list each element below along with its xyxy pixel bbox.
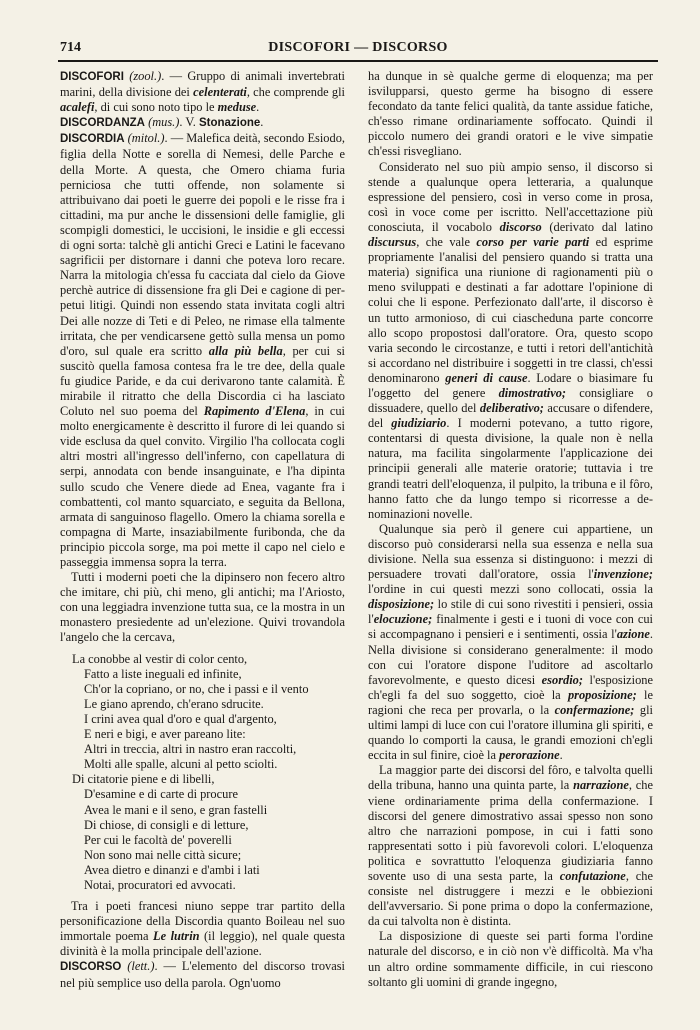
paragraph-text: Qualunque sia però il genere cui appartiene, un discorso può considerarsi nella sua essenza e nella sua divisione. Nella sua essenza si distinguono: i mezzi di persuadere trovati dall'oratore, ossia l' (368, 521, 653, 582)
term: celenterati (193, 85, 247, 100)
paragraph-text: ed esprime propriamente l'analisi del pensiero quando si tratta una materia) significa una riunione di ragionamenti più o meno sviluppati e destinati a far adottare l'opinione di colui che li espone. Perfezionato dall'arte, il discorso è un tutto armonioso, di cui ciascheduna parte concorre allo scopo propostosi dall'oratore. Ora, questo scopo varia secondo le circostanze, e tutti i retori dell'antichità si accordano nel distribuire i soggetti in tre classi, ch'essi denominarono (368, 235, 653, 385)
paragraph-text: l'ordine in cui questi mezzi sono collocati, ossia la (368, 582, 653, 597)
entry-text: . — Malefica deità, secondo Esiodo, figlia della Notte e sorella di Nemesi, delle Parche e della Morte. A questa, che Omero chiama furia perniciosa che tutti offende, non solamente si attribuivano dai poeti le guerre dei popoli e le risse fra i cittadini, ma pur anche le dissensioni delle famiglie, gli scompigli domestici, le uccisioni, le insidie e gli eccessi di ogni sorta: talchè gli antichi Greci e Latini le facevano sagrificii per distornare i danni che poteva loro recare. Narra la mitologia ch'essa fu cacciata dal cielo da Giove perchè autrice di dissensione fra gli Dei e cagione di perpetui litigi. Quindi non essendo stata invitata cogli altri Dei alle nozze di Teti e di Peleo, ne rimase ella talmente irritata, che per vendicarsene gettò sulla mensa un pomo d'oro, sul quale era scritto (60, 131, 345, 358)
term: discursus (368, 235, 417, 250)
entry-text: . — Gruppo di animali invertebrati marini, della divisione dei (60, 69, 345, 100)
paragraph (368, 160, 653, 522)
poem-line: Notai, procuratori ed avvocati. (84, 877, 236, 892)
poem-quotation (72, 652, 345, 894)
paragraph (60, 899, 345, 959)
term: confermazione; (554, 702, 635, 717)
poem-line: Avea le mani e il seno, e gran fastelli (84, 802, 268, 817)
entry-text: , che comprende gli (246, 85, 345, 100)
abbreviation: (mitol.) (127, 131, 165, 146)
entry-discofori (60, 69, 345, 115)
paragraph-text: . (559, 748, 563, 763)
paragraph-text: consigliare o dissuadere, quello del (368, 385, 653, 416)
term: alla più bella (208, 343, 283, 358)
paragraph-text: finalmente i gesti e i tuoni di voce con cui si accompagnano i pensieri e i sentimenti, ossia l' (368, 612, 653, 642)
page-header (58, 38, 658, 62)
entry-text: , in cui molto energicamente è descritto il furore di lei quando si vide esclusa da quel convito. Virgilio l'ha collocata cogli altri mostri all'ingresso dell'inferno, con capellatura di serpi, annodata con bende insanguinate, e l'ha dipinta sullo scudo che Venere diede ad Enea, vagante fra i combattenti, col manto squarciato, e seguita da Bellona, armata di sanguinoso flagello. Omero la chiama sorella e compagna di Marte, insaziabilmente furibonda, che da principio piccola sorge, ma poi mette il capo nel cielo e passeggia immensa sopra la terra. (60, 404, 345, 569)
poem-line: La conobbe al vestir di color cento, (72, 651, 248, 666)
poem-line: Altri in treccia, altri in nastro eran raccolti, (84, 742, 297, 757)
paragraph (368, 522, 653, 764)
poem-line: E neri e bigi, e aver pareano lite: (84, 727, 246, 742)
headword: DISCORSO (60, 961, 122, 974)
headword: DISCORDIA (60, 133, 125, 146)
paragraph-text: La maggior parte dei discorsi del fôro, e talvolta quelli della tribuna, hanno una quinta parte, la (368, 763, 653, 793)
paragraph-text: Tra i poeti francesi niuno seppe trar partito della personificazione della Discordia quanto Boileau nel suo immortale poema (60, 899, 345, 944)
poem-line: D'esamine e di carte di procure (84, 787, 238, 802)
paragraph-text: , che vale (416, 235, 477, 250)
poem-line: Le giano aprendo, ch'erano sdrucite. (84, 696, 264, 711)
headword: DISCORDANZA (60, 117, 145, 130)
abbreviation: (zool.) (129, 69, 162, 83)
entry-text: . — L'elemento del discorso trovasi nel più semplice uso della parola. Ogn'uomo (60, 959, 345, 990)
paragraph-text: (derivato dal latino (541, 219, 653, 234)
poem-line: Fatto a liste ineguali ed infinite, (84, 666, 242, 681)
term: dimostrativo; (498, 385, 567, 400)
term: acalefi (60, 100, 95, 115)
paragraph-text: accusare o difendere, del (368, 401, 653, 431)
paragraph: Tutti i moderni poeti che la dipinsero non fecero altro che imitare, chi più, chi meno, gli antichi; ma l'Ariosto, con una leggiadra invenzione tutta sua, ce la mostra in un monastero presiedente ad un'elezione. Quivi trovandola l'angelo che la cercava, (60, 570, 345, 645)
entry-text: . (256, 100, 260, 115)
term: esordio; (541, 672, 583, 687)
poem-line: Molti alle spalle, alcuni al petto sciolti. (84, 757, 278, 772)
term: disposizione; (368, 597, 435, 612)
paragraph (368, 763, 653, 929)
term: azione (616, 627, 650, 642)
paragraph: La disposizione di queste sei parti forma l'ordine naturale del discorso, e in ciò non v'è difficoltà. Ma v'ha un altro ordine sommamente difficile, in cui riescono soltanto gli uomini di grande ingegno, (368, 929, 653, 989)
headword: DISCOFORI (60, 71, 124, 83)
abbreviation: (mus.) (148, 115, 180, 130)
page-number: 714 (60, 40, 81, 55)
entry-text: . (260, 115, 264, 130)
entry-text: . V. (179, 115, 199, 130)
left-column (60, 69, 345, 991)
paragraph: ha dunque in sè qualche germe di eloquenza; ma per isvilupparsi, questo germe ha bisogno di essere fecondato da tante felici qualità, da tante assidue fatiche, ch'esso rimane ordinariamente soffocato. Quindi il piccolo numero dei grandi oratori e le vive simpatie ch'essi risvegliano. (368, 69, 653, 159)
term: corso per varie parti (476, 235, 590, 250)
term: invenzione; (593, 567, 653, 582)
term: confutazione (559, 868, 626, 883)
paragraph-text: Considerato nel suo più ampio senso, il discorso si stende a qualunque opera letteraria, a qualunque espressione del pensiero, così in verso come in prosa, così in voce come per iscritto. Nell'accettazione più conosciuta, il vocabolo (368, 159, 653, 234)
entry-discordia (60, 131, 345, 570)
poem-line: Di citatorie piene e di libelli, (72, 772, 215, 787)
term: elocuzione; (373, 612, 433, 627)
paragraph-text: gli ultimi lampi di luce con cui l'oratore illumina gli spiriti, e quando lo comporti la causa, le grandi emozioni ch'egli eccita in sul finire, cioè la (368, 702, 653, 763)
running-title: DISCOFORI — DISCORSO (268, 40, 448, 55)
paragraph-text: . Lodare o biasimare fu l'oggetto del genere (368, 370, 654, 400)
paragraph-text: . Nella divisione si considerano generalmente: il modo con cui l'oratore dispone l'uditore ad ascoltarlo favorevolmente, e questo dicesi (368, 627, 653, 687)
cross-reference: Stonazione (198, 117, 261, 130)
term: narrazione (573, 778, 629, 793)
term: discorso (499, 219, 542, 234)
term: proposizione; (567, 687, 637, 702)
poem-line: Avea dietro e dinanzi e d'ambi i lati (84, 862, 260, 877)
paragraph-text: . I moderni potevano, a tutto rigore, contentarsi di questa divisione, la quale non è nella natura, ma facilita singolarmente l'applicazione dei principii generali alle materie oratorie; tuttavia i tre grandi teatri dell'eloquenza, il pulpito, la tribuna e il fôro, hanno fatto che da lungo tempo si ricorresse a denominazioni novelle. (368, 416, 653, 521)
term: meduse (217, 100, 257, 115)
poem-line: Ch'or la copriano, or no, che i passi e il vento (84, 681, 309, 696)
paragraph-text: (il leggio), nel quale questa divinità è la molla principale dell'azione. (60, 929, 345, 959)
paragraph-text: lo stile di cui sono rivestiti i pensieri, ossia l' (368, 597, 653, 627)
term: Rapimento d'Elena (203, 404, 306, 419)
abbreviation: (lett.) (127, 959, 155, 974)
entry-text: , per cui si suscitò quella famosa contesa fra le tre dee, della quale fu giudice Paride, e da cui derivarono tante calamità. È mirabile il ritratto che della Discordia ci ha lasciato Coluto nel suo poema del (60, 343, 346, 419)
entry-text: , di cui sono noto tipo le (94, 100, 218, 115)
term: generi di cause (445, 370, 528, 385)
poem-line: Non sono mai nelle città sicure; (84, 847, 242, 862)
term: deliberativo; (479, 401, 544, 416)
poem-line: Per cui le facoltà de' poverelli (84, 832, 232, 847)
term: perorazione (499, 748, 560, 763)
entry-discordanza (60, 115, 345, 131)
paragraph-text: l'esposizione ch'egli fa del suo soggetto, cioè la (368, 672, 653, 702)
poem-line: Di chiose, di consigli e di letture, (84, 817, 249, 832)
right-column (368, 69, 653, 990)
entry-discorso (60, 959, 345, 990)
paragraph-text: , che viene ordinariamente prima della confermazione. I discorsi del genere dimostrativo assai spesso non sono altro che narrazioni pompose, in cui i fatti sono rappresentati sotto i più favorevoli colori. L'eloquenza politica e sovrattutto l'eloquenza giudiziaria fanno sovente uso di una sesta parte, la (368, 778, 654, 883)
term: Le lutrin (153, 929, 200, 944)
poem-line: I crini avea qual d'oro e qual d'argento, (84, 711, 277, 726)
term: giudiziario (391, 416, 447, 431)
paragraph-text: , che consiste nel distruggere i mezzi e le obbiezioni dell'avversario. Si pone prima o dopo la confermazione, da cui talvolta non è distinta. (368, 868, 653, 929)
paragraph-text: le ragioni che reca per provarla, o la (368, 687, 653, 717)
